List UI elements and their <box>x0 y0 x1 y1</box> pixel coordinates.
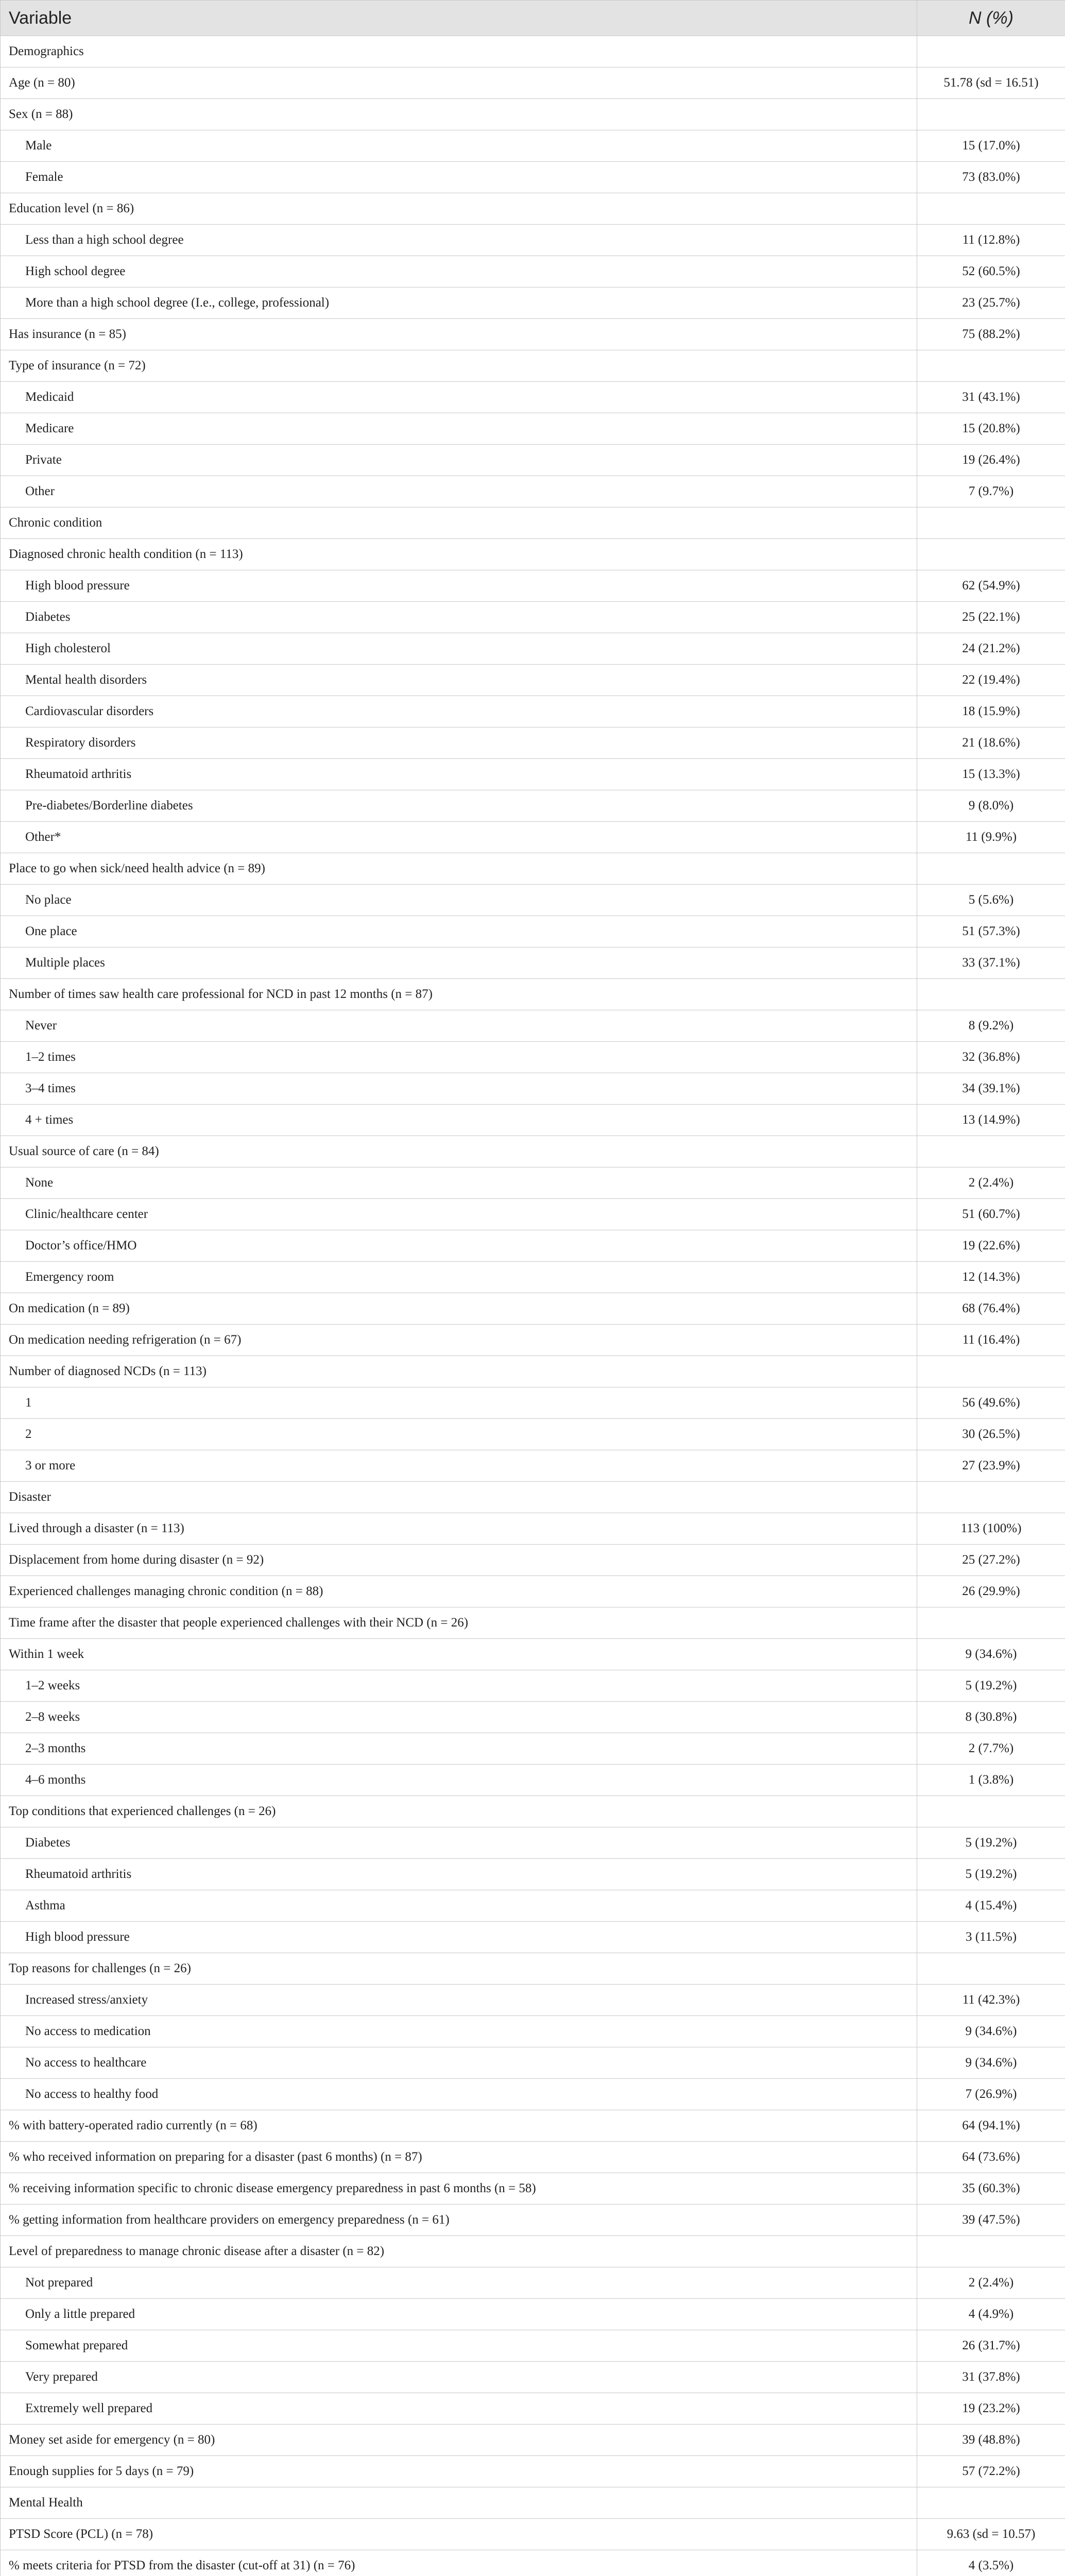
row-label: High school degree <box>1 256 917 287</box>
row-label: Extremely well prepared <box>1 2393 917 2425</box>
row-label: Sex (n = 88) <box>1 99 917 130</box>
row-label: Usual source of care (n = 84) <box>1 1136 917 1167</box>
row-label: Male <box>1 130 917 162</box>
row-label: Emergency room <box>1 1262 917 1293</box>
row-value: 51 (60.7%) <box>917 1199 1065 1230</box>
row-value <box>917 350 1065 382</box>
table-row <box>1 1387 1065 1419</box>
row-value: 18 (15.9%) <box>917 696 1065 727</box>
row-label: Cardiovascular disorders <box>1 696 917 727</box>
row-label: % meets criteria for PTSD from the disaster (cut-off at 31) (n = 76) <box>1 2550 917 2576</box>
row-value: 21 (18.6%) <box>917 727 1065 759</box>
table-row <box>1 1607 1065 1639</box>
row-value <box>917 1356 1065 1387</box>
row-value: 19 (23.2%) <box>917 2393 1065 2425</box>
row-value: 8 (9.2%) <box>917 1010 1065 1042</box>
row-value: 23 (25.7%) <box>917 287 1065 319</box>
row-value: 64 (94.1%) <box>917 2110 1065 2142</box>
table-row <box>1 1419 1065 1450</box>
row-label: High blood pressure <box>1 570 917 602</box>
table-row <box>1 1199 1065 1230</box>
table-row <box>1 665 1065 696</box>
row-value: 7 (9.7%) <box>917 476 1065 507</box>
row-value: 4 (3.5%) <box>917 2550 1065 2576</box>
row-value: 11 (12.8%) <box>917 225 1065 256</box>
row-label: Chronic condition <box>1 507 917 539</box>
row-label: Pre-diabetes/Borderline diabetes <box>1 790 917 822</box>
table-row <box>1 350 1065 382</box>
table-row <box>1 1576 1065 1607</box>
row-label: Disaster <box>1 1482 917 1513</box>
row-value: 7 (26.9%) <box>917 2079 1065 2110</box>
table-row <box>1 1985 1065 2016</box>
row-label: Diagnosed chronic health condition (n = 113) <box>1 539 917 570</box>
row-value: 27 (23.9%) <box>917 1450 1065 1482</box>
row-label: % with battery-operated radio currently (n = 68) <box>1 2110 917 2142</box>
table-row <box>1 696 1065 727</box>
row-value: 22 (19.4%) <box>917 665 1065 696</box>
table-row <box>1 2393 1065 2425</box>
row-label: More than a high school degree (I.e., college, professional) <box>1 287 917 319</box>
row-value: 26 (31.7%) <box>917 2330 1065 2362</box>
row-value: 25 (27.2%) <box>917 1545 1065 1576</box>
table-row <box>1 979 1065 1010</box>
row-value: 4 (4.9%) <box>917 2299 1065 2330</box>
table-row <box>1 476 1065 507</box>
table-row <box>1 36 1065 67</box>
row-value: 2 (2.4%) <box>917 1167 1065 1199</box>
row-value: 15 (20.8%) <box>917 413 1065 445</box>
row-value <box>917 1953 1065 1985</box>
row-label: Increased stress/anxiety <box>1 1985 917 2016</box>
row-label: Lived through a disaster (n = 113) <box>1 1513 917 1545</box>
header-row <box>1 1 1065 36</box>
row-label: 1–2 weeks <box>1 1670 917 1702</box>
row-value: 33 (37.1%) <box>917 947 1065 979</box>
table-row <box>1 2236 1065 2267</box>
row-value: 57 (72.2%) <box>917 2456 1065 2487</box>
row-label: None <box>1 1167 917 1199</box>
row-value: 24 (21.2%) <box>917 633 1065 665</box>
row-value: 19 (26.4%) <box>917 445 1065 476</box>
row-value: 12 (14.3%) <box>917 1262 1065 1293</box>
table-row <box>1 2487 1065 2519</box>
column-header-variable: Variable <box>1 1 917 36</box>
row-value: 51.78 (sd = 16.51) <box>917 67 1065 99</box>
table-row <box>1 2110 1065 2142</box>
table-row <box>1 2362 1065 2393</box>
table-row <box>1 633 1065 665</box>
row-value: 51 (57.3%) <box>917 916 1065 947</box>
row-label: 2–3 months <box>1 1733 917 1765</box>
row-value: 5 (19.2%) <box>917 1859 1065 1890</box>
row-label: Less than a high school degree <box>1 225 917 256</box>
table-row <box>1 1293 1065 1325</box>
table-row <box>1 2079 1065 2110</box>
row-value: 32 (36.8%) <box>917 1042 1065 1073</box>
table-row <box>1 1733 1065 1765</box>
row-label: Place to go when sick/need health advice (n = 89) <box>1 853 917 885</box>
table-row <box>1 790 1065 822</box>
table-row <box>1 853 1065 885</box>
row-label: Mental Health <box>1 2487 917 2519</box>
row-label: 3 or more <box>1 1450 917 1482</box>
row-label: Enough supplies for 5 days (n = 79) <box>1 2456 917 2487</box>
row-label: Demographics <box>1 36 917 67</box>
table-row <box>1 1513 1065 1545</box>
row-label: Mental health disorders <box>1 665 917 696</box>
row-label: Experienced challenges managing chronic condition (n = 88) <box>1 1576 917 1607</box>
row-value <box>917 1796 1065 1827</box>
row-value <box>917 2487 1065 2519</box>
row-label: No access to medication <box>1 2016 917 2047</box>
table-row <box>1 1796 1065 1827</box>
row-value: 26 (29.9%) <box>917 1576 1065 1607</box>
row-label: Number of diagnosed NCDs (n = 113) <box>1 1356 917 1387</box>
table-row <box>1 1356 1065 1387</box>
row-label: Rheumatoid arthritis <box>1 1859 917 1890</box>
row-value <box>917 1482 1065 1513</box>
row-label: Top conditions that experienced challenges (n = 26) <box>1 1796 917 1827</box>
row-value: 2 (7.7%) <box>917 1733 1065 1765</box>
row-label: Other <box>1 476 917 507</box>
table-row <box>1 319 1065 350</box>
row-label: Diabetes <box>1 602 917 633</box>
table-row <box>1 2016 1065 2047</box>
row-label: Multiple places <box>1 947 917 979</box>
table-row <box>1 287 1065 319</box>
table-row <box>1 2519 1065 2550</box>
row-value: 5 (5.6%) <box>917 885 1065 916</box>
row-label: On medication needing refrigeration (n = 67) <box>1 1325 917 1356</box>
row-label: Diabetes <box>1 1827 917 1859</box>
row-label: Medicare <box>1 413 917 445</box>
row-value <box>917 1607 1065 1639</box>
table-row <box>1 1639 1065 1670</box>
row-value: 4 (15.4%) <box>917 1890 1065 1922</box>
row-value: 19 (22.6%) <box>917 1230 1065 1262</box>
row-label: 2–8 weeks <box>1 1702 917 1733</box>
row-value: 8 (30.8%) <box>917 1702 1065 1733</box>
row-value <box>917 539 1065 570</box>
table-row <box>1 916 1065 947</box>
table-row <box>1 2330 1065 2362</box>
table-row <box>1 1073 1065 1105</box>
row-label: High blood pressure <box>1 1922 917 1953</box>
row-value: 3 (11.5%) <box>917 1922 1065 1953</box>
table-body <box>1 36 1065 2576</box>
column-header-n: N (%) <box>917 1 1065 36</box>
table-row <box>1 947 1065 979</box>
table-row <box>1 1325 1065 1356</box>
row-label: Other* <box>1 822 917 853</box>
row-label: Age (n = 80) <box>1 67 917 99</box>
table-row <box>1 1105 1065 1136</box>
row-value <box>917 2236 1065 2267</box>
row-value: 9 (8.0%) <box>917 790 1065 822</box>
row-value: 113 (100%) <box>917 1513 1065 1545</box>
table-row <box>1 382 1065 413</box>
row-label: 4 + times <box>1 1105 917 1136</box>
table-row <box>1 1670 1065 1702</box>
table-row <box>1 2173 1065 2205</box>
row-value: 15 (13.3%) <box>917 759 1065 790</box>
table-row <box>1 99 1065 130</box>
row-label: Top reasons for challenges (n = 26) <box>1 1953 917 1985</box>
row-label: Respiratory disorders <box>1 727 917 759</box>
row-value: 9 (34.6%) <box>917 2016 1065 2047</box>
row-label: 2 <box>1 1419 917 1450</box>
row-value: 62 (54.9%) <box>917 570 1065 602</box>
row-label: Asthma <box>1 1890 917 1922</box>
row-label: Level of preparedness to manage chronic disease after a disaster (n = 82) <box>1 2236 917 2267</box>
row-value <box>917 507 1065 539</box>
row-value: 11 (42.3%) <box>917 1985 1065 2016</box>
row-value: 31 (37.8%) <box>917 2362 1065 2393</box>
table-row <box>1 1890 1065 1922</box>
table-row <box>1 2047 1065 2079</box>
row-label: Within 1 week <box>1 1639 917 1670</box>
row-value: 73 (83.0%) <box>917 162 1065 193</box>
row-label: Private <box>1 445 917 476</box>
row-value: 30 (26.5%) <box>917 1419 1065 1450</box>
row-label: No access to healthcare <box>1 2047 917 2079</box>
table-row <box>1 727 1065 759</box>
row-label: Type of insurance (n = 72) <box>1 350 917 382</box>
table-row <box>1 1136 1065 1167</box>
row-value <box>917 853 1065 885</box>
table-row <box>1 759 1065 790</box>
table-row <box>1 256 1065 287</box>
table-row <box>1 507 1065 539</box>
table-row <box>1 162 1065 193</box>
row-label: Has insurance (n = 85) <box>1 319 917 350</box>
table-row <box>1 885 1065 916</box>
row-value: 11 (9.9%) <box>917 822 1065 853</box>
table-row <box>1 1042 1065 1073</box>
row-label: Medicaid <box>1 382 917 413</box>
table-row <box>1 1167 1065 1199</box>
table-row <box>1 193 1065 225</box>
table-row <box>1 2299 1065 2330</box>
row-label: On medication (n = 89) <box>1 1293 917 1325</box>
row-label: Never <box>1 1010 917 1042</box>
row-label: Female <box>1 162 917 193</box>
row-value <box>917 99 1065 130</box>
row-value <box>917 1136 1065 1167</box>
row-value: 39 (47.5%) <box>917 2205 1065 2236</box>
row-label: Only a little prepared <box>1 2299 917 2330</box>
row-label: Doctor’s office/HMO <box>1 1230 917 1262</box>
row-label: PTSD Score (PCL) (n = 78) <box>1 2519 917 2550</box>
table-row <box>1 1482 1065 1513</box>
row-value <box>917 193 1065 225</box>
table-row <box>1 2456 1065 2487</box>
row-value: 56 (49.6%) <box>917 1387 1065 1419</box>
row-value: 25 (22.1%) <box>917 602 1065 633</box>
table-row <box>1 1450 1065 1482</box>
row-label: Money set aside for emergency (n = 80) <box>1 2425 917 2456</box>
table-row <box>1 445 1065 476</box>
row-label: 1–2 times <box>1 1042 917 1073</box>
table-row <box>1 1702 1065 1733</box>
row-value: 52 (60.5%) <box>917 256 1065 287</box>
table-row <box>1 1827 1065 1859</box>
table-row <box>1 602 1065 633</box>
row-label: 4–6 months <box>1 1765 917 1796</box>
row-label: % who received information on preparing for a disaster (past 6 months) (n = 87) <box>1 2142 917 2173</box>
row-value: 68 (76.4%) <box>917 1293 1065 1325</box>
row-value: 39 (48.8%) <box>917 2425 1065 2456</box>
row-value: 31 (43.1%) <box>917 382 1065 413</box>
table-row <box>1 2267 1065 2299</box>
row-label: 1 <box>1 1387 917 1419</box>
row-label: Clinic/healthcare center <box>1 1199 917 1230</box>
row-value: 2 (2.4%) <box>917 2267 1065 2299</box>
row-label: Very prepared <box>1 2362 917 2393</box>
table-row <box>1 2205 1065 2236</box>
row-value <box>917 36 1065 67</box>
row-label: Rheumatoid arthritis <box>1 759 917 790</box>
row-label: Somewhat prepared <box>1 2330 917 2362</box>
table-row <box>1 1922 1065 1953</box>
table-row <box>1 1230 1065 1262</box>
table-row <box>1 1953 1065 1985</box>
row-value: 9 (34.6%) <box>917 2047 1065 2079</box>
row-label: One place <box>1 916 917 947</box>
row-value: 75 (88.2%) <box>917 319 1065 350</box>
table-row <box>1 1765 1065 1796</box>
row-value: 34 (39.1%) <box>917 1073 1065 1105</box>
table-row <box>1 413 1065 445</box>
row-value: 15 (17.0%) <box>917 130 1065 162</box>
table-row <box>1 1262 1065 1293</box>
row-label: No access to healthy food <box>1 2079 917 2110</box>
table-row <box>1 67 1065 99</box>
row-value: 11 (16.4%) <box>917 1325 1065 1356</box>
row-label: Time frame after the disaster that people experienced challenges with their NCD (n = 26) <box>1 1607 917 1639</box>
row-label: High cholesterol <box>1 633 917 665</box>
table-row <box>1 130 1065 162</box>
table-row <box>1 570 1065 602</box>
table-row <box>1 2425 1065 2456</box>
table-row <box>1 2550 1065 2576</box>
row-value: 9 (34.6%) <box>917 1639 1065 1670</box>
row-value: 1 (3.8%) <box>917 1765 1065 1796</box>
table-row <box>1 1010 1065 1042</box>
row-label: Not prepared <box>1 2267 917 2299</box>
row-value: 5 (19.2%) <box>917 1670 1065 1702</box>
row-label: Number of times saw health care professional for NCD in past 12 months (n = 87) <box>1 979 917 1010</box>
table-row <box>1 1859 1065 1890</box>
table-row <box>1 225 1065 256</box>
row-label: % getting information from healthcare providers on emergency preparedness (n = 61) <box>1 2205 917 2236</box>
table-row <box>1 822 1065 853</box>
row-value: 35 (60.3%) <box>917 2173 1065 2205</box>
row-value: 13 (14.9%) <box>917 1105 1065 1136</box>
row-value: 64 (73.6%) <box>917 2142 1065 2173</box>
row-label: Displacement from home during disaster (n = 92) <box>1 1545 917 1576</box>
row-value <box>917 979 1065 1010</box>
table-row <box>1 2142 1065 2173</box>
table-row <box>1 1545 1065 1576</box>
row-label: Education level (n = 86) <box>1 193 917 225</box>
row-label: No place <box>1 885 917 916</box>
table-row <box>1 539 1065 570</box>
row-value: 5 (19.2%) <box>917 1827 1065 1859</box>
row-label: % receiving information specific to chronic disease emergency preparedness in past 6 months (n = 58) <box>1 2173 917 2205</box>
row-label: 3–4 times <box>1 1073 917 1105</box>
row-value: 9.63 (sd = 10.57) <box>917 2519 1065 2550</box>
